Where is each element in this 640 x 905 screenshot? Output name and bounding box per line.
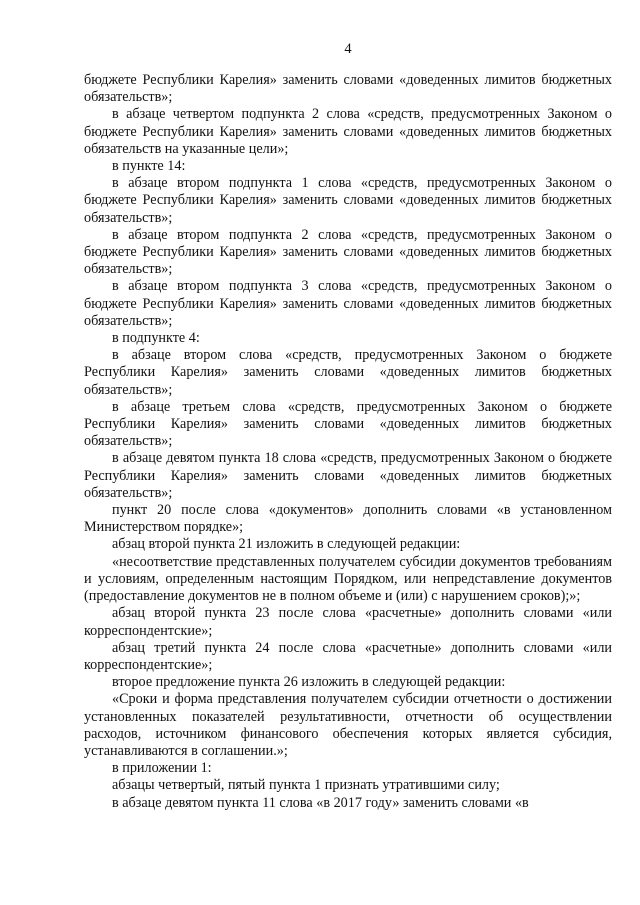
- paragraph: второе предложение пункта 26 изложить в следующей редакции:: [112, 674, 506, 691]
- paragraph: в абзаце девятом пункта 11 слова «в 2017 году» заменить словами «в: [112, 794, 529, 811]
- paragraph: в абзаце четвертом подпункта 2 слова «средств, предусмотренных Законом о бюджете Республики Карелия» заменить словами «доведенных лимитов бюджетных обязательств на указанные цели»;: [84, 106, 612, 157]
- paragraph: абзацы четвертый, пятый пункта 1 признать утратившими силу;: [112, 777, 500, 794]
- paragraph: абзац второй пункта 21 изложить в следующей редакции:: [112, 536, 461, 553]
- document-body: [84, 72, 612, 812]
- paragraph: абзац второй пункта 23 после слова «расчетные» дополнить словами «или корреспондентские»;: [84, 605, 612, 639]
- paragraph: в абзаце третьем слова «средств, предусмотренных Законом о бюджете Республики Карелия» заменить словами «доведенных лимитов бюджетных обязательств»;: [84, 398, 612, 450]
- paragraph: в приложении 1:: [112, 760, 212, 777]
- paragraph: в абзаце девятом пункта 18 слова «средств, предусмотренных Законом о бюджете Республики Карелия» заменить словами «доведенных лимитов бюджетных обязательств»;: [84, 450, 612, 501]
- paragraph: в абзаце втором подпункта 1 слова «средств, предусмотренных Законом о бюджете Республики Карелия» заменить словами «доведенных лимитов бюджетных обязательств»;: [84, 175, 612, 226]
- paragraph-continuation: бюджете Республики Карелия» заменить словами «доведенных лимитов бюджетных обязательств»;: [84, 72, 612, 106]
- paragraph: «Сроки и форма представления получателем субсидии отчетности о достижении установленных показателей результативности, отчетности об осуществлении расходов, источником финансового обеспечения которых является субсидия, устанавливаются в соглашении.»;: [84, 691, 612, 759]
- document-page: [84, 0, 612, 905]
- paragraph: в абзаце втором подпункта 2 слова «средств, предусмотренных Законом о бюджете Республики Карелия» заменить словами «доведенных лимитов бюджетных обязательств»;: [84, 226, 612, 278]
- paragraph: в пункте 14:: [112, 158, 186, 175]
- paragraph: в абзаце втором слова «средств, предусмотренных Законом о бюджете Республики Карелия» заменить словами «доведенных лимитов бюджетных обязательств»;: [84, 347, 612, 398]
- paragraph: в абзаце втором подпункта 3 слова «средств, предусмотренных Законом о бюджете Республики Карелия» заменить словами «доведенных лимитов бюджетных обязательств»;: [84, 278, 612, 329]
- page-number: 4: [344, 41, 352, 57]
- paragraph: «несоответствие представленных получателем субсидии документов требованиям и условиям, определенным настоящим Порядком, или непредставление документов (предоставление документов не в полном объеме и (или) с нарушением сроков);»;: [84, 553, 612, 605]
- paragraph: абзац третий пункта 24 после слова «расчетные» дополнить словами «или корреспондентские»;: [84, 639, 612, 673]
- paragraph: пункт 20 после слова «документов» дополнить словами «в установленном Министерством порядке»;: [84, 502, 612, 536]
- paragraph: в подпункте 4:: [112, 330, 200, 347]
